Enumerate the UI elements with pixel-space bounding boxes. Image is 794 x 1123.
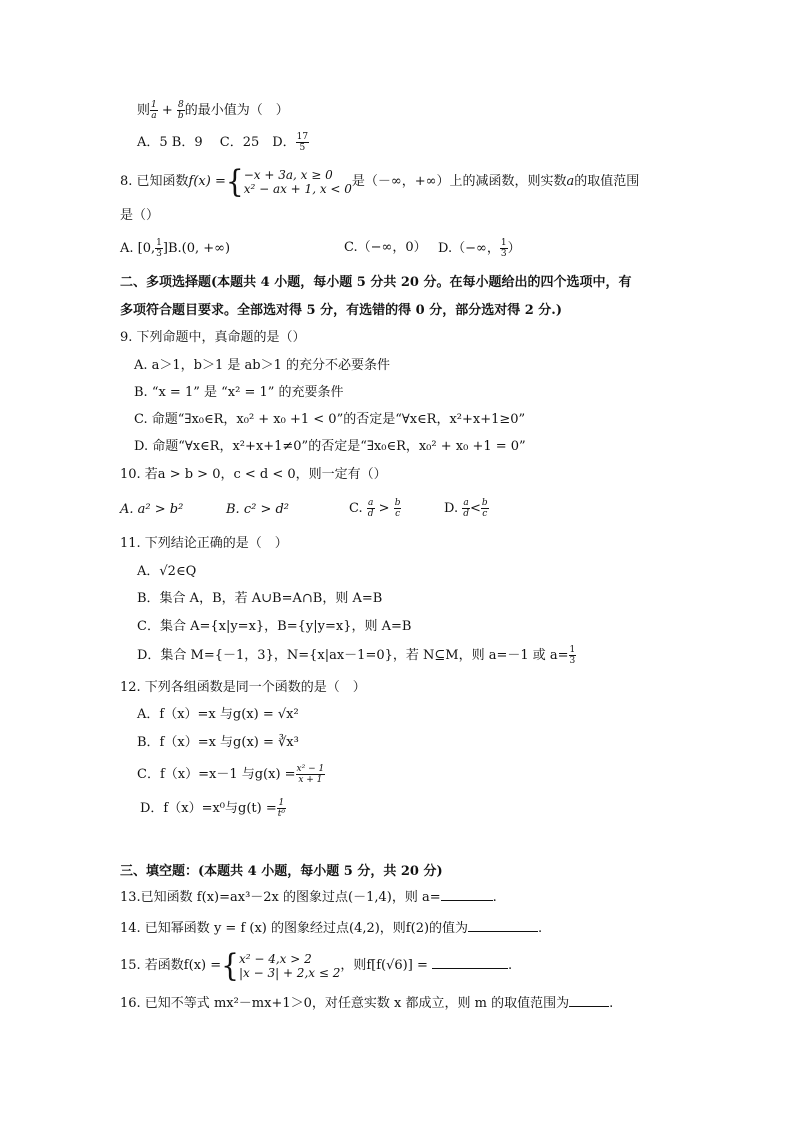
q10-c-op: > bbox=[378, 501, 390, 516]
q7-optD-frac bbox=[296, 132, 309, 153]
q7-frac2-num: 8 bbox=[177, 100, 184, 110]
q8-optD bbox=[438, 238, 521, 259]
q7-frac1-num: 1 bbox=[151, 100, 157, 110]
q15-pieces bbox=[239, 952, 340, 980]
q8-optA-frac bbox=[155, 238, 163, 259]
q9-option-a: A. a＞1，b＞1 是 ab＞1 的充分不必要条件 bbox=[134, 358, 391, 373]
q8-piece2: x² − ax + 1, x < 0 bbox=[243, 181, 352, 196]
q10-d-f2-den: c bbox=[482, 509, 488, 519]
q8-optA-pre: A. [0, bbox=[120, 241, 156, 256]
q10-d-pre: D. bbox=[444, 501, 459, 516]
q15-blank[interactable] bbox=[432, 954, 508, 969]
q8-suffix2: 的取值范围 bbox=[574, 174, 640, 189]
q14-post: . bbox=[538, 921, 543, 936]
q10-stem: 10. 若a > b > 0，c < d < 0，则一定有（） bbox=[120, 467, 387, 482]
q7-options bbox=[137, 132, 309, 153]
q7-optD-den: 5 bbox=[299, 143, 306, 153]
q16-post: . bbox=[609, 996, 614, 1011]
q10-c-f1-num: a bbox=[367, 498, 374, 508]
q7-stem: 则 $\frac{1}{a}$ + $\frac{8}{b}$ 的最小值为（ ） bbox=[137, 100, 289, 121]
q12-c-num: x² − 1 bbox=[296, 764, 325, 774]
q8-optA bbox=[120, 238, 230, 259]
q14-blank[interactable] bbox=[468, 917, 538, 932]
q8-stem bbox=[120, 162, 640, 200]
q8-optA-post: ]B.(0, +∞) bbox=[162, 241, 231, 256]
q11-d-pre: D．集合 M={－1，3}，N={x|ax－1=0}，若 N⊆M，则 a=－1 或 a= bbox=[137, 648, 569, 663]
section2-heading-line1: 二、多项选择题(本题共 4 小题，每小题 5 分共 20 分。在每小题给出的四个选项中，有 bbox=[120, 275, 632, 290]
q8-optD-den: 3 bbox=[500, 249, 507, 259]
q8-optD-post: ） bbox=[507, 241, 521, 256]
q15-post: . bbox=[507, 958, 513, 973]
q12-option-d bbox=[140, 798, 286, 819]
q12-stem: 12. 下列各组函数是同一个函数的是（ ） bbox=[120, 680, 366, 695]
q7-stem-b: 的最小值为（ ） bbox=[184, 103, 289, 118]
q10-d-f2-num: b bbox=[481, 498, 488, 508]
q11-d-den: 3 bbox=[569, 656, 576, 666]
q12-c-frac bbox=[296, 764, 326, 785]
q8-line2: 是（） bbox=[120, 208, 160, 223]
q9-stem: 9. 下列命题中，真命题的是（） bbox=[120, 330, 306, 345]
q7-frac2-den: b bbox=[177, 111, 184, 121]
q7-stem-a: 则 bbox=[137, 103, 151, 118]
q13-blank[interactable] bbox=[441, 886, 493, 901]
q12-d-den: t⁰ bbox=[277, 809, 285, 819]
q10-d-f1-den: d bbox=[463, 509, 469, 519]
q10-d-frac1 bbox=[462, 498, 470, 519]
q10-c-frac2 bbox=[394, 498, 402, 519]
q8-prefix: 8. 已知函数 bbox=[120, 174, 189, 189]
q15-mid: ，则f[f(√6)] = bbox=[340, 958, 428, 973]
q10-option-d bbox=[444, 498, 489, 519]
q8-fx: f(x) = bbox=[188, 174, 226, 189]
q12-option-b: B．f（x）=x 与g(x) = ∛x³ bbox=[137, 735, 299, 750]
q16-blank[interactable] bbox=[569, 992, 609, 1007]
q11-option-d bbox=[137, 645, 576, 666]
q8-suffix: 是（－∞，+∞）上的减函数，则实数 bbox=[351, 174, 567, 189]
q10-c-pre: C. bbox=[349, 501, 363, 516]
q10-c-f1-den: d bbox=[367, 509, 374, 519]
q15-brace: { bbox=[221, 946, 239, 984]
q13-post: . bbox=[492, 890, 497, 905]
q10-d-frac2 bbox=[481, 498, 489, 519]
q14-pre: 14. 已知幂函数 y = f (x) 的图象经过点(4,2)，则f(2)的值为 bbox=[120, 921, 469, 936]
q10-d-f1-num: a bbox=[463, 498, 469, 508]
q10-d-op: < bbox=[470, 501, 481, 516]
q9-option-b: B. “x = 1” 是 “x² = 1” 的充要条件 bbox=[134, 385, 344, 400]
q11-d-frac bbox=[569, 645, 577, 666]
section2-heading-line2: 多项符合题目要求。全部选对得 5 分，有选错的得 0 分，部分选对得 2 分.) bbox=[120, 303, 562, 318]
q12-d-frac bbox=[277, 798, 286, 819]
q11-d-num: 1 bbox=[569, 645, 576, 655]
q8-optD-frac bbox=[500, 238, 508, 259]
q8-optA-num: 1 bbox=[156, 238, 162, 248]
q8-optA-den: 3 bbox=[156, 249, 162, 259]
q8-pieces bbox=[244, 168, 352, 196]
q7-frac1-den: a bbox=[151, 111, 157, 121]
q10-option-b: B. c² > d² bbox=[226, 502, 290, 517]
q11-option-a: A．√2∈Q bbox=[137, 564, 197, 579]
q15-pre: 15. 若函数f(x) = bbox=[120, 958, 222, 973]
q8-optD-pre: D.（−∞， bbox=[438, 241, 500, 256]
q10-c-f2-num: b bbox=[394, 498, 401, 508]
q7-options-text: A．5 B．9 C．25 D． bbox=[137, 135, 296, 150]
q16-pre: 16. 已知不等式 mx²－mx+1＞0，对任意实数 x 都成立，则 m 的取值范围为 bbox=[120, 996, 570, 1011]
q8-optC: C.（−∞，0） bbox=[344, 240, 427, 255]
q13-pre: 13.已知函数 f(x)=ax³－2x 的图象过点(－1,4)，则 a= bbox=[120, 890, 441, 905]
q11-option-c: C．集合 A={x|y=x}，B={y|y=x}，则 A=B bbox=[137, 619, 412, 634]
q15 bbox=[120, 946, 513, 984]
q12-d-pre: D．f（x）=x⁰与g(t) = bbox=[140, 801, 277, 816]
q14 bbox=[120, 917, 542, 939]
q12-c-pre: C．f（x）=x－1 与g(x) = bbox=[137, 767, 296, 782]
q15-piece1: x² − 4,x > 2 bbox=[238, 951, 312, 966]
q9-option-d: D. 命题“∀x∈R，x²+x+1≠0”的否定是“∃x₀∈R，x₀² + x₀ +1 = 0” bbox=[134, 439, 526, 454]
q12-option-a: A．f（x）=x 与g(x) = √x² bbox=[137, 707, 299, 722]
q10-c-f2-den: c bbox=[395, 509, 401, 519]
q15-piece2: |x − 3| + 2,x ≤ 2 bbox=[238, 965, 341, 980]
q7-frac1 bbox=[150, 100, 158, 121]
q10-c-frac1 bbox=[367, 498, 375, 519]
q13 bbox=[120, 886, 497, 908]
q8-optD-num: 1 bbox=[500, 238, 507, 248]
q16 bbox=[120, 992, 613, 1014]
q10-option-c bbox=[349, 498, 401, 519]
q8-piece1: −x + 3a, x ≥ 0 bbox=[243, 167, 333, 182]
q12-option-c bbox=[137, 764, 325, 785]
q12-d-num: 1 bbox=[278, 798, 285, 808]
q12-c-den: x + 1 bbox=[298, 775, 323, 785]
q8-brace: { bbox=[225, 162, 244, 200]
q10-option-a: A. a² > b² bbox=[120, 502, 184, 517]
q9-option-c: C. 命题“∃x₀∈R，x₀² + x₀ +1 < 0”的否定是“∀x∈R，x²+x+1≥0” bbox=[134, 412, 526, 427]
q7-optD-num: 17 bbox=[296, 132, 309, 142]
q8-var-a: a bbox=[566, 174, 575, 189]
q11-option-b: B．集合 A，B，若 A∪B=A∩B，则 A=B bbox=[137, 591, 383, 606]
section3-heading: 三、填空题：(本题共 4 小题，每小题 5 分，共 20 分) bbox=[120, 864, 443, 879]
q11-stem: 11. 下列结论正确的是（ ） bbox=[120, 536, 288, 551]
q7-frac2 bbox=[177, 100, 185, 121]
